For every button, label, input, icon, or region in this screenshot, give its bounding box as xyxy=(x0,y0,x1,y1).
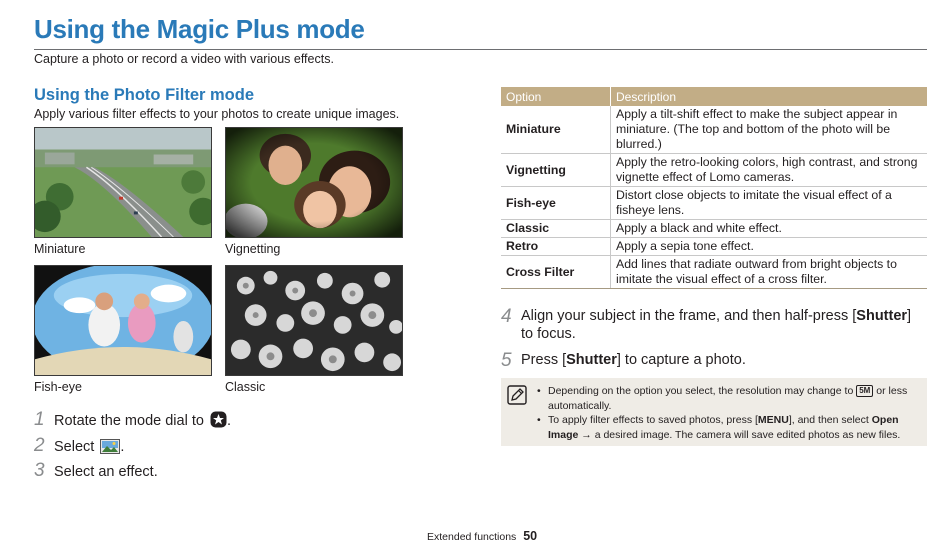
step-number: 3 xyxy=(34,460,45,481)
page-number: 50 xyxy=(523,529,538,543)
option-description: Distort close objects to imitate the visual effect of a fisheye lens. xyxy=(611,187,928,220)
option-description: Apply the retro-looking colors, high contrast, and strong vignette effect of Lomo cameras. xyxy=(611,154,928,187)
option-description: Add lines that radiate outward from bright objects to imitate the visual effect of a cross filter. xyxy=(611,256,928,289)
option-name: Vignetting xyxy=(501,154,611,187)
table-row xyxy=(501,187,927,220)
miniature-sample-image xyxy=(34,127,212,238)
caption-fisheye: Fish-eye xyxy=(34,380,82,394)
resolution-5m-icon: 5M xyxy=(856,385,873,397)
step-text: Align your subject in the frame, and then half-press [Shutter] to focus. xyxy=(521,308,912,342)
page-title: Using the Magic Plus mode xyxy=(34,14,365,44)
step-text: Select an effect. xyxy=(54,464,158,480)
section-description: Apply various filter effects to your photos to create unique images. xyxy=(34,107,400,121)
table-header-row xyxy=(501,87,927,106)
vignetting-sample-image xyxy=(225,127,403,238)
step-number: 4 xyxy=(501,306,512,327)
step-2 xyxy=(34,435,231,461)
option-name: Retro xyxy=(501,238,611,256)
caption-classic: Classic xyxy=(225,380,266,394)
fisheye-sample-image xyxy=(34,265,212,376)
page-subtitle: Capture a photo or record a video with various effects. xyxy=(34,52,334,66)
step-number: 5 xyxy=(501,350,512,371)
section-title: Using the Photo Filter mode xyxy=(34,86,255,104)
option-description: Apply a tilt-shift effect to make the subject appear in miniature. (The top and bottom of the photo will be blurred.) xyxy=(611,106,928,154)
steps-right xyxy=(501,307,927,371)
step-number: 1 xyxy=(34,409,45,430)
option-name: Cross Filter xyxy=(501,256,611,289)
table-row xyxy=(501,106,927,154)
note-box xyxy=(501,378,927,446)
page-footer xyxy=(427,529,537,543)
step-text: Select . xyxy=(54,438,125,455)
table-row xyxy=(501,220,927,238)
magic-plus-mode-icon xyxy=(210,411,227,428)
step-text: Press [Shutter] to capture a photo. xyxy=(521,352,746,368)
step-5 xyxy=(501,351,927,371)
table-row xyxy=(501,154,927,187)
option-name: Classic xyxy=(501,220,611,238)
column-header-option: Option xyxy=(501,87,611,106)
filter-options-table xyxy=(501,87,927,289)
note-item: • To apply filter effects to saved photos, press [MENU], and then select Open Image → a desired image. The camera will save edited photos as new files. xyxy=(536,413,916,442)
option-name: Miniature xyxy=(501,106,611,154)
step-4 xyxy=(501,307,927,343)
menu-key-label: MENU xyxy=(757,414,789,426)
column-header-description: Description xyxy=(611,87,928,106)
photo-filter-icon xyxy=(100,439,120,454)
step-text: Rotate the mode dial to . xyxy=(54,413,231,429)
title-divider xyxy=(34,49,927,50)
classic-sample-image xyxy=(225,265,403,376)
caption-vignetting: Vignetting xyxy=(225,242,281,256)
option-description: Apply a black and white effect. xyxy=(611,220,928,238)
step-number: 2 xyxy=(34,434,45,456)
table-row xyxy=(501,238,927,256)
steps-left xyxy=(34,409,231,486)
option-name: Fish-eye xyxy=(501,187,611,220)
note-item: • Depending on the option you select, the resolution may change to 5M or less automatically. xyxy=(536,384,916,413)
step-3 xyxy=(34,460,231,486)
step-1 xyxy=(34,409,231,435)
note-list xyxy=(536,384,916,442)
option-description: Apply a sepia tone effect. xyxy=(611,238,928,256)
table-row xyxy=(501,256,927,289)
caption-miniature: Miniature xyxy=(34,242,86,256)
footer-section: Extended functions xyxy=(427,531,517,543)
note-pencil-icon xyxy=(507,385,527,405)
